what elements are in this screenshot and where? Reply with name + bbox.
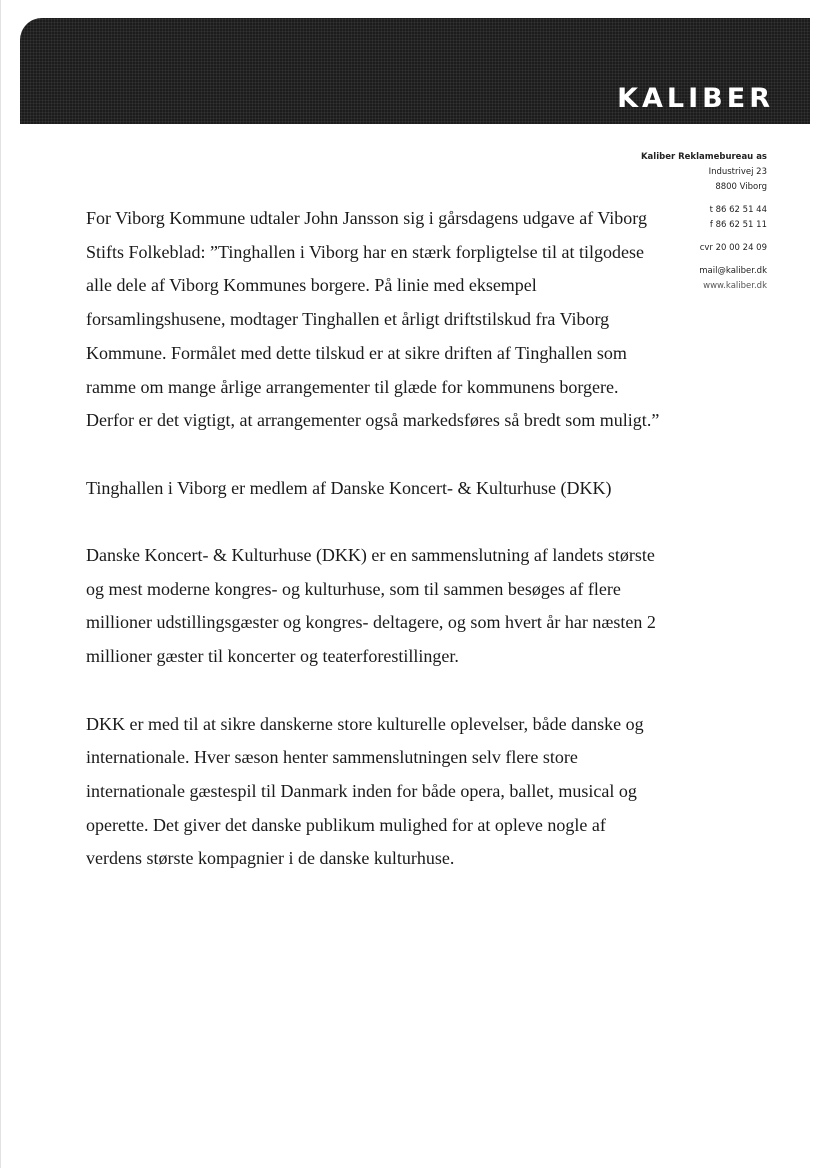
- paragraph-dkk-description: Danske Koncert- & Kulturhuse (DKK) er en sammenslutning af landets største og mest moderne kongres- og kulturhuse, som til sammen besøges af flere millioner udstillingsgæster og kongres- deltagere, og som hvert år har næsten 2 millioner gæster til koncerter og teaterforestillinger.: [86, 545, 656, 667]
- city-address: 8800 Viborg: [715, 182, 767, 192]
- paragraph-dkk-mission: DKK er med til at sikre danskerne store kulturelle oplevelser, både danske og internationale. Hver sæson henter sammenslutningen selv flere store internationale gæstespil til Danmark inden for både opera, ballet, musical og operette. Det giver det danske publikum mulighed for at opleve nogle af verdens største kompagnier i de danske kulturhuse.: [86, 713, 644, 869]
- paragraph-membership: Tinghallen i Viborg er medlem af Danske Koncert- & Kulturhuse (DKK): [86, 477, 612, 498]
- website-url: www.kaliber.dk: [703, 281, 767, 291]
- letter-body: [86, 202, 666, 910]
- street-address: Industrivej 23: [708, 167, 767, 177]
- email-address: mail@kaliber.dk: [699, 266, 767, 276]
- company-name: Kaliber Reklamebureau as: [640, 152, 767, 162]
- kaliber-logo: KALIBER: [617, 83, 774, 114]
- phone-number: t 86 62 51 44: [709, 205, 767, 215]
- letterhead-banner: [20, 18, 810, 124]
- fax-number: f 86 62 51 11: [709, 220, 767, 230]
- paragraph-quote: For Viborg Kommune udtaler John Jansson sig i gårsdagens udgave af Viborg Stifts Folkeblad: ”Tinghallen i Viborg har en stærk forpligtelse til at tilgodese alle dele af Viborg Kommunes borgere. På linie med eksempel forsamlingshusene, modtager Tinghallen et årligt driftstilskud fra Viborg Kommune. Formålet med dette tilskud er at sikre driften af Tinghallen som ramme om mange årlige arrangementer til glæde for kommunens borgere. Derfor er det vigtigt, at arrangementer også markedsføres så bredt som muligt.”: [86, 208, 660, 431]
- scan-edge: [0, 0, 1, 1168]
- cvr-number: cvr 20 00 24 09: [699, 243, 767, 253]
